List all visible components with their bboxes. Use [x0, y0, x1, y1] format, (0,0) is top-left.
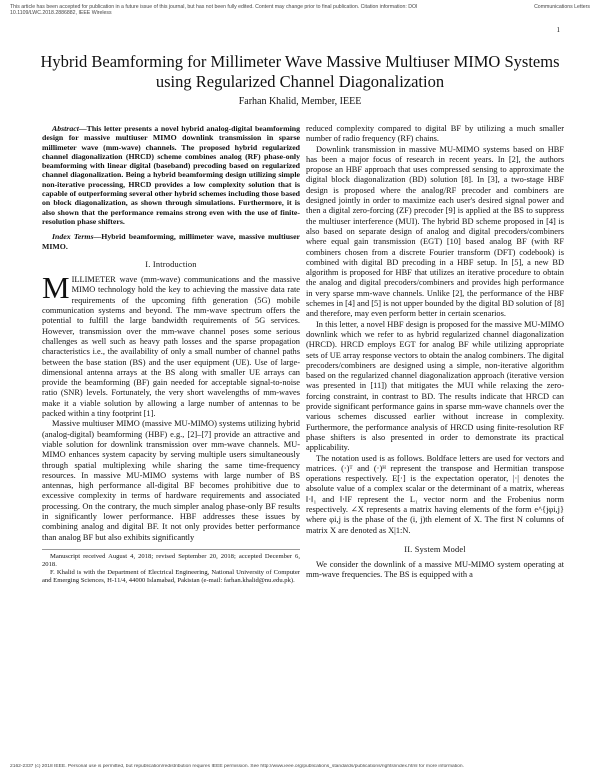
abstract-text: —This letter presents a novel hybrid analog-digital beamforming design for massive multiuser MIMO downlink transmission in sparse millimeter wave (mm-wave) channels. The proposed hybrid regularized channel diagonalization (HRCD) scheme combines analog (RF) phase-only beamforming with linear digital (baseband) precoding based on regularized channel diagonalization. Being a hybrid beamforming design utilizing simple non-iterative processing, HRCD provides a low complexity solution that is capable of outperforming several other hybrid schemes including those based on block diagonalization, as shown through simulations. Furthermore, it is also shown that the performance remains strong even with the use of finite-resolution phase shifters. — [42, 124, 300, 226]
footnote-manuscript: Manuscript received August 4, 2018; revised September 20, 2018; accepted December 6, 2018. — [42, 552, 300, 568]
right-paragraph-system-model: We consider the downlink of a massive MU-MIMO system operating at mm-wave frequencies. The BS is equipped with a — [306, 560, 564, 580]
footnote-affiliation: F. Khalid is with the Department of Electrical Engineering, National University of Computer and Emerging Sciences, H-11/4, 44000 Islamabad, Pakistan (e-mail: farhan.khalid@nu.edu.pk). — [42, 568, 300, 584]
journal-header-note — [10, 4, 590, 17]
header-note-left: This article has been accepted for publication in a future issue of this journal, but has not been fully edited. Content may change prior to final publication. Citation information: DOI 10.1109/LWC.2018.2886882, IEEE Wireless — [10, 4, 418, 17]
right-column — [306, 124, 564, 581]
intro-paragraph-1 — [42, 270, 300, 419]
abstract — [42, 124, 300, 226]
right-paragraph-1: reduced complexity compared to digital BF by utilizing a much smaller number of radio frequency (RF) chains. — [306, 124, 564, 144]
intro-paragraph-2: Massive multiuser MIMO (massive MU-MIMO) systems utilizing hybrid (analog-digital) beamforming (HBF) e.g., [2]–[7] provide an attractive and viable solution for downlink transmission over mm-wave channels. MU-MIMO enhances system capacity by serving multiple users simultaneously through spatial multiplexing while sharing the same time-frequency resources. In massive MU-MIMO systems with large number of BS antennas, high performance all-digital BF becomes prohibitive due to excessive complexity in terms of hardware requirements and associated processing. On the contrary, the much simpler analog phase-only BF results in significantly lower performance. HBF addresses these issues by combining analog and digital BF. It not only provides better performance than analog BF but also exhibits significantly — [42, 419, 300, 542]
page-number: 1 — [556, 26, 560, 34]
left-column — [42, 124, 300, 585]
right-paragraph-notation: The notation used is as follows. Boldface letters are used for vectors and matrices. (·)ᵀ and (·)ᴴ represent the transpose and Hermitian transpose operations respectively. E[·] is the expectation operator, |·| denotes the absolute value of a complex scalar or the determinant of a matrix, whereas ‖·‖₁ and ‖·‖F represent the L₁ vector norm and the Frobenius norm respectively. ∠X represents a matrix having elements of the form e^{jφi,j} where φi,j is the phase of the (i, j)th element of X. The first N columns of matrix X are denoted as X|1:N. — [306, 453, 564, 535]
abstract-label: Abstract — [52, 124, 79, 133]
paper-title: Hybrid Beamforming for Millimeter Wave Massive Multiuser MIMO Systems using Regularized Channel Diagonalization — [40, 52, 560, 91]
right-paragraph-3: In this letter, a novel HBF design is proposed for the massive MU-MIMO downlink which we refer to as hybrid regularized channel diagonalization (HRCD). HRCD employs EGT for analog BF while utilizing appropriate sets of UE array response vectors to obtain the analog combiners. The digital precoders/combiners are designed using a simple, non-iterative algorithm based on the regularized channel diagonalization approach (iterative version was presented in [11]) that mitigates the MUI while relaxing the zero-forcing constraint, in contrast to BD. The results indicate that HRCD can provide significant performance gains in sparse mm-wave channels over the various schemes discussed earlier without increase in complexity. Furthermore, the performance analysis of HRCD using finite-resolution RF phase shifters is also presented in order to demonstrate its practical applicability. — [306, 319, 564, 453]
index-terms-text: —Hybrid beamforming, millimeter wave, massive multiuser MIMO. — [42, 232, 301, 251]
index-terms-label: Index Terms — [52, 232, 94, 242]
footnotes — [42, 549, 300, 585]
dropcap-letter: M — [42, 270, 70, 306]
copyright-footer: 2162-2337 (c) 2018 IEEE. Personal use is permitted, but republication/redistribution requires IEEE permission. See http://www.ieee.org/publications_standards/publications/rights/index.html for more information. — [10, 764, 464, 769]
section-heading-introduction: I. Introduction — [145, 259, 197, 269]
index-terms — [42, 232, 300, 251]
header-note-right: Communications Letters — [534, 4, 590, 10]
right-paragraph-2: Downlink transmission in massive MU-MIMO systems based on HBF has been a major focus of research in recent years. In [2], the authors propose an HBF approach that uses compressed sensing to approximate the digital block diagonalization (BD) solution [8]. In [3], a two-stage HBF design is proposed where the analog/RF precoder and combiners are designed jointly in order to maximize each user's desired signal power and then a digital zero-forcing (ZF) precoder [9] is applied at the BS to suppress the multiuser interference (MUI). The hybrid BD scheme proposed in [4] is also based on separate design of analog and digital precoders/combiners where equal gain transmission (EGT) [10] based analog BF (with RF combiners chosen from a discrete Fourier transform (DFT) codebook) is combined with digital BD precoding in a HBF setup. In [5], a new BD algorithm is proposed for HBF that utilizes an iterative procedure to obtain the analog and digital precoders/combiners and provides high performance in very sparse mm-wave channels. Unlike [2], the performance of the HBF schemes in [4] and [5] is not upper bounded by the digital BD solution of [8] and therefore, may even perform better in certain scenarios. — [306, 144, 564, 319]
section-heading-system-model: II. System Model — [404, 544, 466, 554]
author-name: Farhan Khalid, Member, IEEE — [238, 96, 362, 107]
paper-author — [40, 96, 560, 107]
intro-paragraph-1-text: ILLIMETER wave (mm-wave) communications and the massive MIMO technology hold the key to achieving the massive data rate requirements of the upcoming fifth generation (5G) mobile communication systems and beyond. The mm-wave spectrum offers the potential to fulfill the large bandwidth requirements of 5G services. However, transmission over the mm-wave channel poses some serious challenges as well such as heavy path losses and the sparse propagation characteristics i.e., the availability of only a small number of channel paths between the base station (BS) and the user equipment (UE). Use of large-dimensional antenna arrays at the BS along with smaller UE arrays can provide the beamforming (BF) gain needed for acceptable signal-to-noise ratio (SNR) levels. Fortunately, the very short wavelengths of mm-waves make it a viable solution by allowing a large number of antennas to be packed within a tiny footprint [1]. — [42, 275, 300, 419]
